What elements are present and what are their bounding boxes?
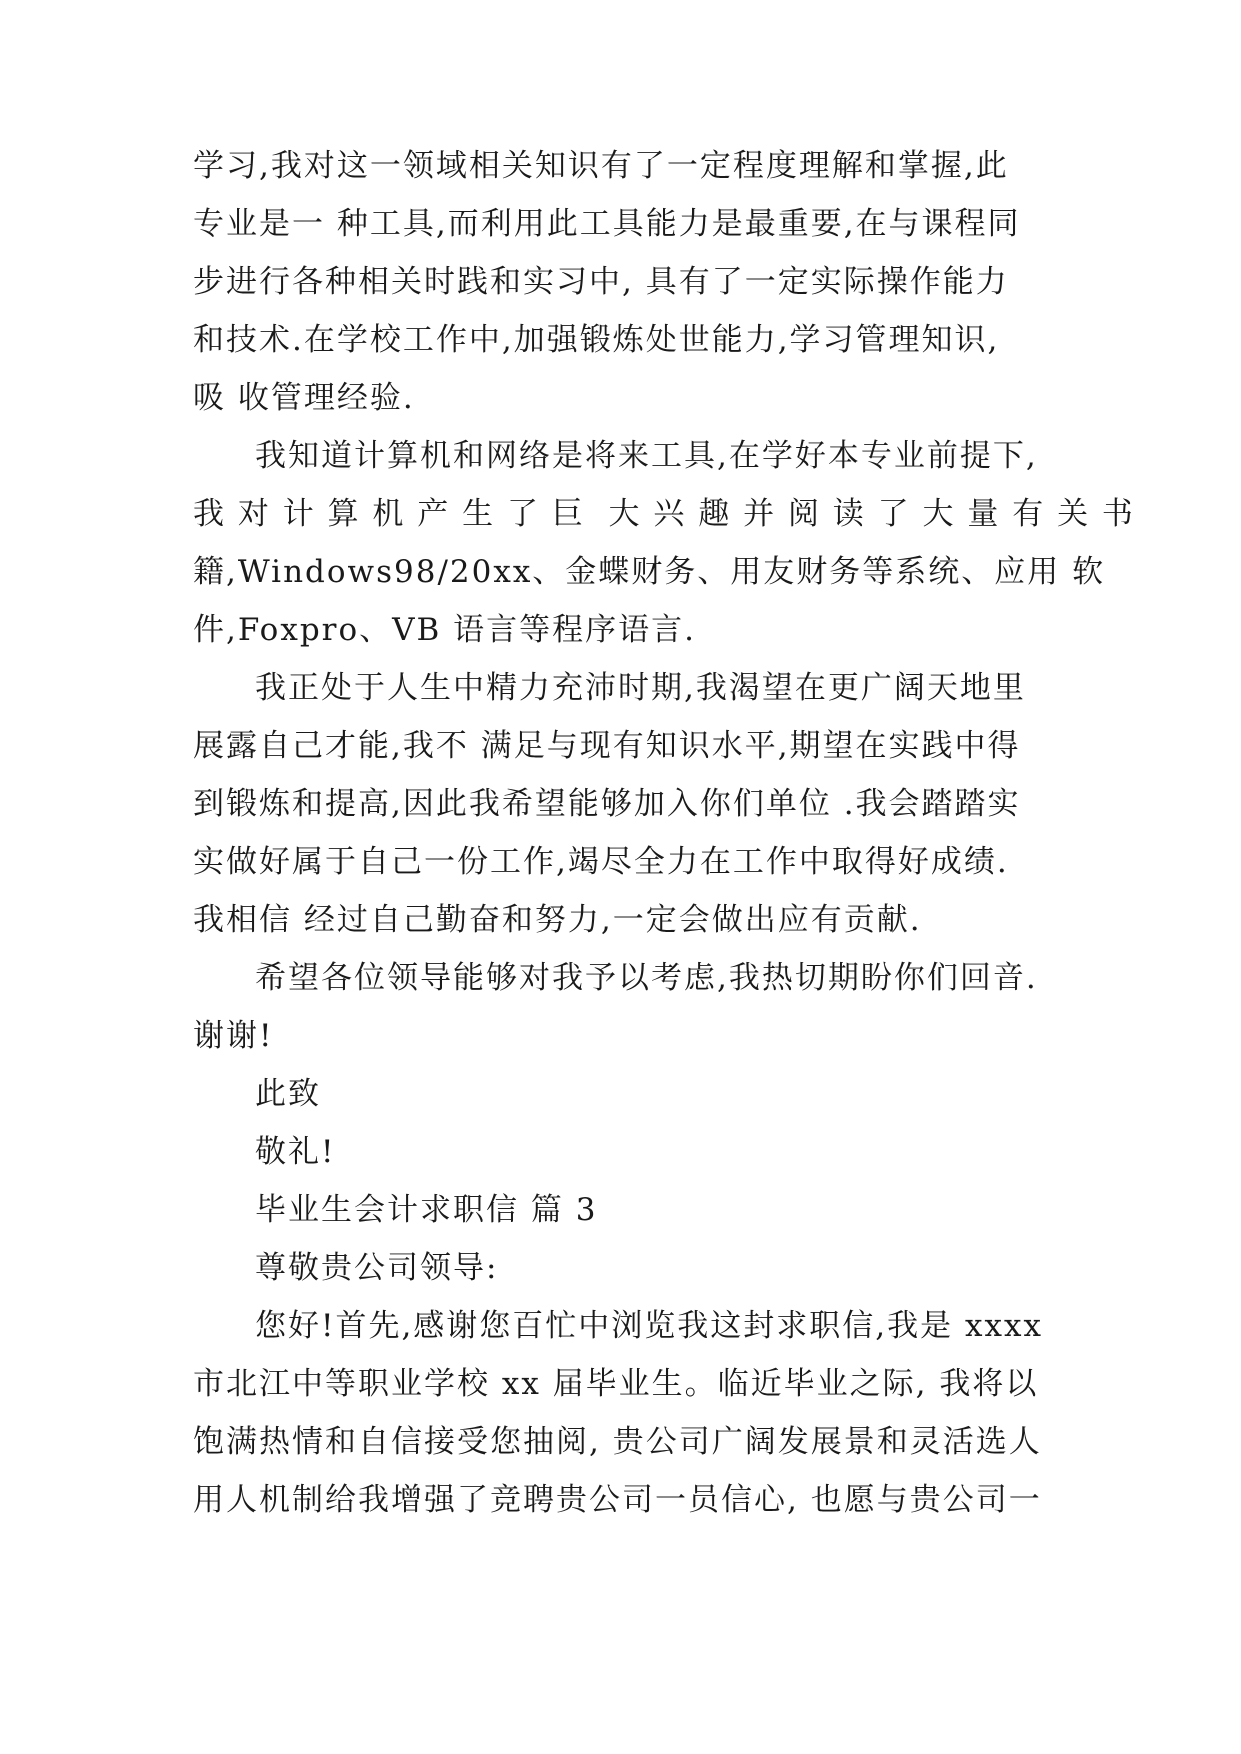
text-line: 我知道计算机和网络是将来工具,在学好本专业前提下, (255, 438, 1038, 474)
text-line: 到锻炼和提高,因此我希望能够加入你们单位 .我会踏踏实 (193, 786, 1021, 822)
text-line: 件,Foxpro、VB 语言等程序语言. (193, 612, 697, 648)
text-line: 和技术.在学校工作中,加强锻炼处世能力,学习管理知识, (193, 322, 1000, 358)
text-line: 您好!首先,感谢您百忙中浏览我这封求职信,我是 xxxx (255, 1308, 1043, 1344)
text-line: 学习,我对这一领域相关知识有了一定程度理解和掌握,此 (193, 148, 1009, 184)
text-line: 展露自己才能,我不 满足与现有知识水平,期望在实践中得 (193, 728, 1021, 764)
text-line: 专业是一 种工具,而利用此工具能力是最重要,在与课程同 (193, 206, 1021, 242)
text-line: 我 对 计 算 机 产 生 了 巨 大 兴 趣 并 阅 读 了 大 量 有 关 书 (193, 496, 1135, 532)
text-line: 我相信 经过自己勤奋和努力,一定会做出应有贡献. (193, 902, 922, 938)
text-line: 步进行各种相关时践和实习中, 具有了一定实际操作能力 (193, 264, 1009, 300)
text-line: 用人机制给我增强了竞聘贵公司一员信心, 也愿与贵公司一 (193, 1482, 1042, 1518)
text-line: 敬礼! (255, 1134, 336, 1170)
text-line: 实做好属于自己一份工作,竭尽全力在工作中取得好成绩. (193, 844, 1009, 880)
text-line: 市北江中等职业学校 xx 届毕业生。临近毕业之际, 我将以 (193, 1366, 1039, 1402)
text-line: 希望各位领导能够对我予以考虑,我热切期盼你们回音. (255, 960, 1038, 996)
text-line: 吸 收管理经验. (193, 380, 415, 416)
text-line: 此致 (255, 1076, 321, 1112)
salutation: 尊敬贵公司领导: (255, 1250, 499, 1286)
text-line: 谢谢! (193, 1018, 274, 1054)
section-heading: 毕业生会计求职信 篇 3 (255, 1192, 598, 1228)
text-line: 籍,Windows98/20xx、金蝶财务、用友财务等系统、应用 软 (193, 554, 1106, 590)
text-line: 饱满热情和自信接受您抽阅, 贵公司广阔发展景和灵活选人 (193, 1424, 1042, 1460)
text-line: 我正处于人生中精力充沛时期,我渴望在更广阔天地里 (255, 670, 1026, 706)
